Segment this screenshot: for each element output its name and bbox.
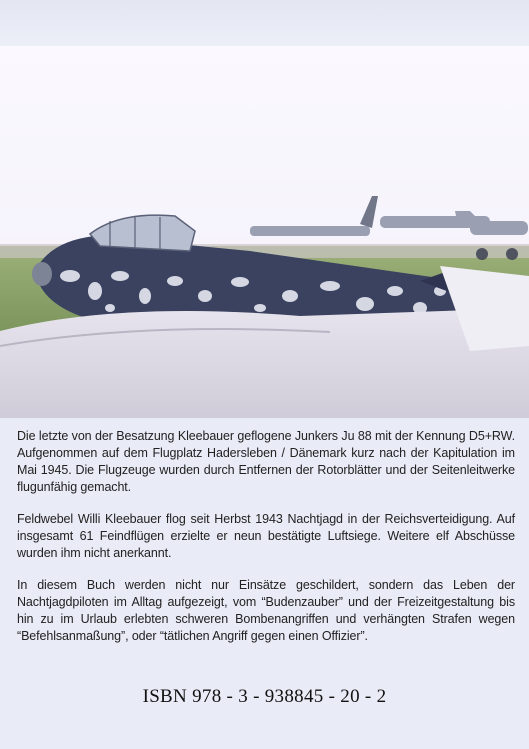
- caption-text: [17, 428, 515, 660]
- caption-paragraph-1: Die letzte von der Besatzung Kleebauer geflogene Junkers Ju 88 mit der Kennung D5+RW. Aufgenommen auf dem Flugplatz Hadersleben / Dänemark kurz nach der Kapitulation im Mai 1945. Die Flugzeuge wurden durch Entfernen der Rotorblätter und der Seitenleitwerke flugunfähig gemacht.: [17, 429, 515, 494]
- caption-paragraph-2: Feldwebel Willi Kleebauer flog seit Herbst 1943 Nachtjagd in der Reichsverteidigung. Auf insgesamt 61 Feindflügen erzielte er neun bestätigte Luftsiege. Weitere elf Abschüsse wurden ihm nicht anerkannt.: [17, 512, 515, 560]
- isbn-number: ISBN 978 - 3 - 938845 - 20 - 2: [142, 686, 387, 707]
- aircraft-photo: [0, 46, 529, 418]
- top-band: [0, 0, 529, 46]
- aircraft-photo-drawing: [0, 46, 529, 418]
- caption-paragraph-3: In diesem Buch werden nicht nur Einsätze geschildert, sondern das Leben der Nachtjagdpiloten im Alltag aufgezeigt, vom “Budenzauber” und der Freizeitgestaltung bis hin zu im Urlaub erlebten schweren Bombenangriffen und verhängten Strafen wegen “Befehlsanmaßung”, oder “tätlichen Angriff gegen einen Offizier”.: [17, 578, 515, 643]
